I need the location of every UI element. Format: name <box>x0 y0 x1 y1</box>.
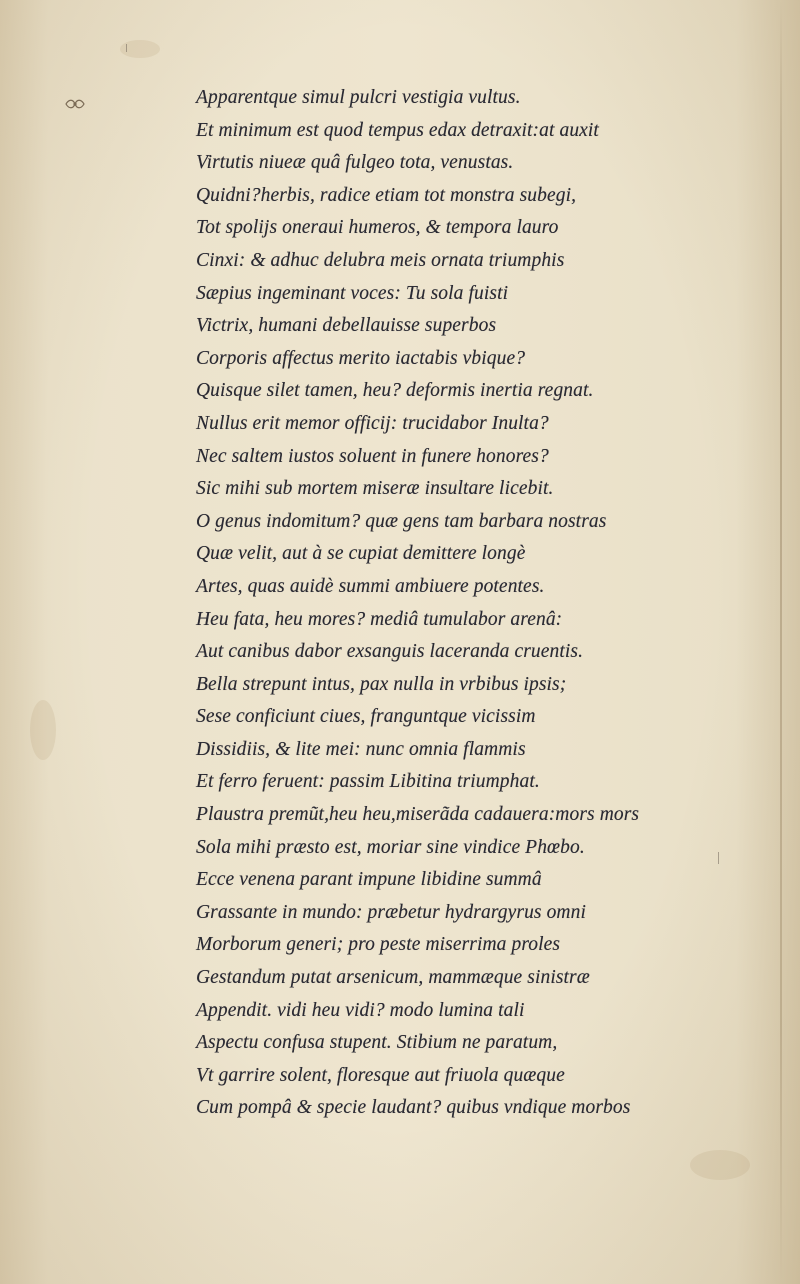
verse-line: Sæpius ingeminant voces: Tu sola fuisti <box>196 282 509 304</box>
verse-line: Corporis affectus merito iactabis vbique? <box>196 347 526 369</box>
verse-line: Virtutis niueæ quâ fulgeo tota, venustas. <box>196 152 514 174</box>
poem-text <box>196 82 776 1125</box>
verse-line: Quidni?herbis, radice etiam tot monstra subegi, <box>196 184 577 206</box>
verse-line: Heu fata, heu mores? mediâ tumulabor arenâ: <box>196 608 563 630</box>
verse-line: Et ferro feruent: passim Libitina triumphat. <box>196 771 540 793</box>
verse-line: O genus indomitum? quæ gens tam barbara nostras <box>196 510 607 532</box>
verse-line: Et minimum est quod tempus edax detraxit:at auxit <box>196 119 599 141</box>
verse-line: Quisque silet tamen, heu? deformis inertia regnat. <box>196 380 594 402</box>
verse-line: Nec saltem iustos soluent in funere honores? <box>196 445 549 467</box>
page-edge-shadow <box>780 0 782 1284</box>
verse-line: Vt garrire solent, floresque aut friuola quæque <box>196 1064 565 1086</box>
verse-line: Sola mihi præsto est, moriar sine vindice Phœbo. <box>196 836 585 858</box>
margin-mark <box>126 44 127 52</box>
verse-line: Artes, quas auidè summi ambiuere potentes. <box>196 575 545 597</box>
verse-line: Cinxi: & adhuc delubra meis ornata triumphis <box>196 249 565 271</box>
verse-line: Aut canibus dabor exsanguis laceranda cruentis. <box>196 641 584 663</box>
verse-line: Nullus erit memor officij: trucidabor Inulta? <box>196 412 549 434</box>
verse-line: Aspectu confusa stupent. Stibium ne paratum, <box>196 1032 558 1054</box>
verse-line: Bella strepunt intus, pax nulla in vrbibus ipsis; <box>196 673 567 695</box>
verse-line: Ecce venena parant impune libidine summâ <box>196 869 542 891</box>
verse-line: Quæ velit, aut à se cupiat demittere longè <box>196 543 526 565</box>
verse-line: Tot spolijs oneraui humeros, & tempora lauro <box>196 217 559 239</box>
verse-line: Victrix, humani debellauisse superbos <box>196 315 497 337</box>
verse-line: Grassante in mundo: præbetur hydrargyrus omni <box>196 901 586 923</box>
paper-stain <box>30 700 56 760</box>
verse-line: Cum pompâ & specie laudant? quibus vndique morbos <box>196 1097 631 1119</box>
verse-line: Sese conficiunt ciues, franguntque vicissim <box>196 706 536 728</box>
verse-line: Gestandum putat arsenicum, mammæque sinistræ <box>196 967 590 989</box>
verse-line: Apparentque simul pulcri vestigia vultus. <box>196 87 521 108</box>
verse-line: Appendit. vidi heu vidi? modo lumina tali <box>196 999 525 1021</box>
printer-ornament-icon <box>64 96 86 112</box>
verse-line: Sic mihi sub mortem miseræ insultare licebit. <box>196 478 554 500</box>
verse-line: Plaustra premũt,heu heu,miserãda cadauera:mors mors <box>196 804 640 826</box>
verse-line: Morborum generi; pro peste miserrima proles <box>196 934 561 956</box>
paper-stain <box>690 1150 750 1180</box>
verse-line: Dissidiis, & lite mei: nunc omnia flammis <box>196 738 526 760</box>
